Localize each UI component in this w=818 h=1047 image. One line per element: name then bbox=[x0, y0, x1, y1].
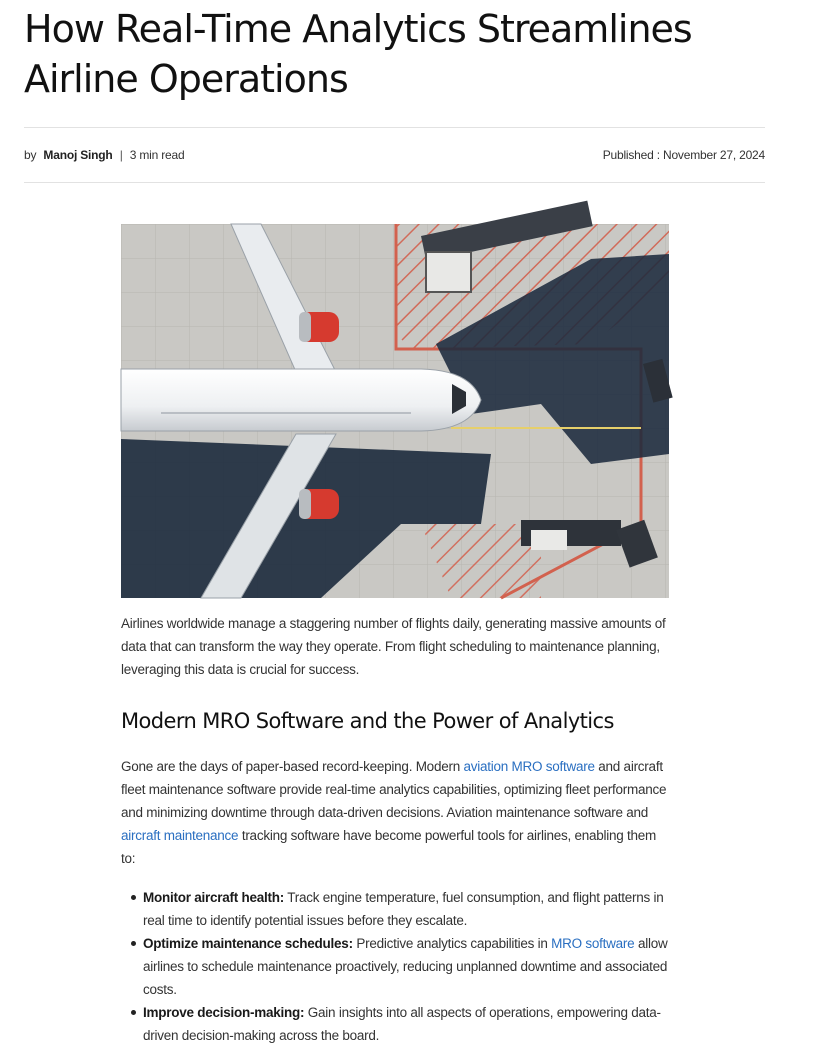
paragraph-text: Gone are the days of paper-based record-keeping. Modern bbox=[121, 759, 464, 774]
top-divider bbox=[24, 127, 765, 128]
intro-paragraph: Airlines worldwide manage a staggering number of flights daily, generating massive amounts of data that can transform the way they operate. From flight scheduling to maintenance planning, leveraging this data is crucial for success. bbox=[121, 616, 666, 677]
mro-software-link[interactable]: MRO software bbox=[551, 936, 635, 951]
bottom-divider bbox=[24, 182, 765, 183]
aviation-mro-software-link[interactable]: aviation MRO software bbox=[463, 759, 595, 774]
mro-paragraph bbox=[121, 755, 669, 870]
author-link[interactable]: Manoj Singh bbox=[43, 148, 113, 162]
list-item-text: Gain insights into all aspects of operations, empowering data-driven decision-making across the board. bbox=[143, 1005, 661, 1043]
article-meta bbox=[24, 146, 765, 164]
read-time: 3 min read bbox=[129, 148, 185, 162]
list-item-title: Improve decision-making: bbox=[143, 1005, 305, 1020]
list-item-title: Monitor aircraft health: bbox=[143, 890, 285, 905]
byline bbox=[24, 148, 188, 162]
article-body bbox=[121, 612, 669, 1047]
paragraph-text: and aircraft fleet maintenance software provide real-time analytics capabilities, optimizing fleet performance and minimizing downtime through data-driven decisions. Aviation maintenance software and bbox=[121, 759, 667, 820]
paragraph-text: tracking software have become powerful tools for airlines, enabling them to: bbox=[121, 828, 657, 866]
list-item-title: Optimize maintenance schedules: bbox=[143, 936, 353, 951]
list-item bbox=[133, 1001, 669, 1047]
hero-image bbox=[121, 224, 669, 598]
published-date: Published : November 27, 2024 bbox=[602, 148, 765, 162]
aircraft-maintenance-link[interactable]: aircraft maintenance bbox=[121, 828, 239, 843]
list-item-text: Predictive analytics capabilities in bbox=[352, 936, 552, 951]
by-label: by bbox=[24, 148, 37, 162]
article-title: How Real-Time Analytics Streamlines Airline Operations bbox=[24, 7, 692, 101]
section-heading: Modern MRO Software and the Power of Analytics bbox=[121, 709, 614, 733]
meta-separator: | bbox=[119, 148, 123, 162]
list-item bbox=[133, 886, 669, 932]
list-item-text: allow airlines to schedule maintenance proactively, reducing unplanned downtime and associated costs. bbox=[143, 936, 668, 997]
list-item-text: Track engine temperature, fuel consumption, and flight patterns in real time to identify potential issues before they escalate. bbox=[143, 890, 664, 928]
benefits-list bbox=[121, 886, 669, 1047]
list-item bbox=[133, 932, 669, 1001]
